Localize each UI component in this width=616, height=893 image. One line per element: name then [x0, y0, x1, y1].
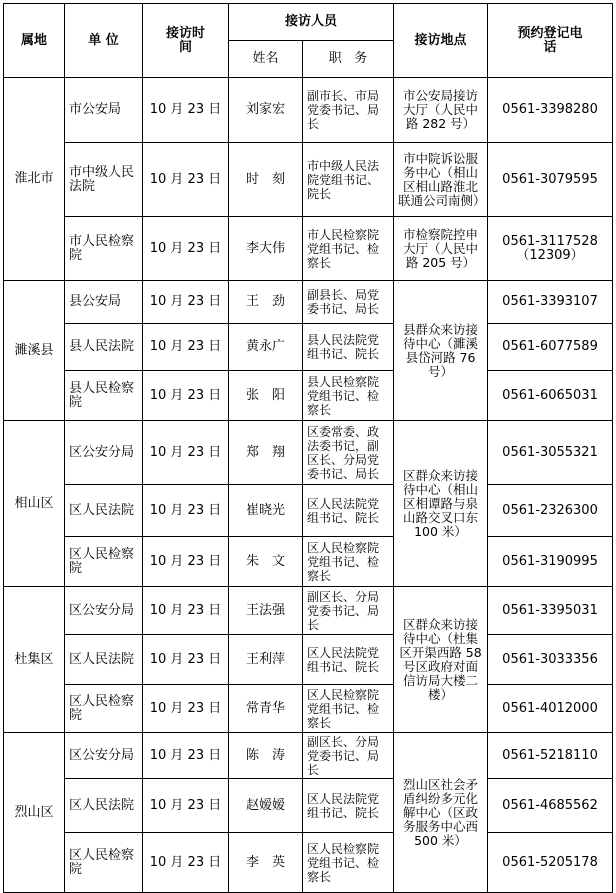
phone-number: 0561-3190995 — [502, 553, 598, 569]
name-cell: 黄永广 — [229, 324, 303, 371]
position-cell: 区人民检察院党组书记、检察长 — [303, 685, 394, 733]
name-cell: 常青华 — [229, 685, 303, 733]
phone-cell — [488, 324, 613, 371]
phone-cell — [488, 281, 613, 324]
phone-cell — [488, 143, 613, 217]
table-row — [4, 371, 613, 421]
table-row — [4, 217, 613, 281]
table-row — [4, 281, 613, 324]
location-cell: 烈山区社会矛盾纠纷多元化解中心（区政务服务中心西 500 米） — [394, 733, 488, 893]
phone-number: 0561-5218110 — [502, 747, 598, 763]
unit-cell: 市人民检察院 — [65, 217, 143, 281]
time-cell: 10 月 23 日 — [143, 217, 229, 281]
unit-cell: 县人民检察院 — [65, 371, 143, 421]
region-cell: 淮北市 — [4, 78, 65, 281]
phone-number: 0561-6065031 — [502, 387, 598, 403]
name-cell: 张 阳 — [229, 371, 303, 421]
position-cell: 县人民检察院党组书记、检察长 — [303, 371, 394, 421]
name-cell: 赵嫒嫒 — [229, 779, 303, 833]
table-row — [4, 833, 613, 893]
phone-number: 0561-5205178 — [502, 854, 598, 870]
time-cell: 10 月 23 日 — [143, 733, 229, 779]
phone-number: 0561-3395031 — [502, 602, 598, 618]
phone-cell — [488, 371, 613, 421]
position-cell: 副区长、分局党委书记、局长 — [303, 587, 394, 635]
phone-cell — [488, 217, 613, 281]
time-cell: 10 月 23 日 — [143, 78, 229, 143]
name-cell: 李 英 — [229, 833, 303, 893]
position-cell: 区人民法院党组书记、院长 — [303, 779, 394, 833]
position-cell: 市中级人民法院党组书记、院长 — [303, 143, 394, 217]
header-time: 接访时间 — [143, 4, 229, 78]
region-cell: 相山区 — [4, 421, 65, 587]
location-cell: 市中院诉讼服务中心（相山区相山路淮北联通公司南侧） — [394, 143, 488, 217]
unit-cell: 区人民检察院 — [65, 833, 143, 893]
location-cell: 区群众来访接待中心（杜集区开渠西路 58 号区政府对面信访局大楼二楼） — [394, 587, 488, 733]
region-cell: 濉溪县 — [4, 281, 65, 421]
name-cell: 刘家宏 — [229, 78, 303, 143]
table-body — [4, 78, 613, 893]
unit-cell: 市公安局 — [65, 78, 143, 143]
time-cell: 10 月 23 日 — [143, 537, 229, 587]
phone-number: 0561-6077589 — [502, 339, 598, 354]
phone-cell — [488, 537, 613, 587]
header-row-top — [4, 4, 613, 41]
position-cell: 县人民法院党组书记、院长 — [303, 324, 394, 371]
position-cell: 区委常委、政法委书记，副区长、分局党委书记、局长 — [303, 421, 394, 485]
header-phone: 预约登记电话 — [488, 4, 613, 78]
unit-cell: 区公安分局 — [65, 733, 143, 779]
table-row — [4, 143, 613, 217]
phone-cell — [488, 779, 613, 833]
name-cell: 时 刻 — [229, 143, 303, 217]
region-cell: 杜集区 — [4, 587, 65, 733]
name-cell: 朱 文 — [229, 537, 303, 587]
unit-cell: 区人民检察院 — [65, 685, 143, 733]
table-row — [4, 685, 613, 733]
time-cell: 10 月 23 日 — [143, 685, 229, 733]
table-row — [4, 635, 613, 685]
table-row — [4, 485, 613, 537]
position-cell: 副市长、市局党委书记、局长 — [303, 78, 394, 143]
time-cell: 10 月 23 日 — [143, 485, 229, 537]
table-row — [4, 779, 613, 833]
phone-cell — [488, 485, 613, 537]
phone-number: 0561-4012000 — [502, 700, 598, 716]
phone-cell — [488, 833, 613, 893]
phone-number: 0561-2326300 — [502, 502, 598, 518]
header-staff: 接访人员 — [229, 4, 394, 41]
phone-cell — [488, 587, 613, 635]
time-cell: 10 月 23 日 — [143, 421, 229, 485]
header-region: 属地 — [4, 4, 65, 78]
phone-cell — [488, 421, 613, 485]
header-position: 职 务 — [303, 41, 394, 78]
header-unit: 单 位 — [65, 4, 143, 78]
phone-cell — [488, 685, 613, 733]
phone-number: 0561-3398280 — [502, 102, 598, 117]
region-cell: 烈山区 — [4, 733, 65, 893]
time-cell: 10 月 23 日 — [143, 635, 229, 685]
name-cell: 李大伟 — [229, 217, 303, 281]
location-cell: 市检察院控申大厅（人民中路 205 号） — [394, 217, 488, 281]
location-cell: 市公安局接访大厅（人民中路 282 号） — [394, 78, 488, 143]
unit-cell: 县人民法院 — [65, 324, 143, 371]
phone-number: 0561-3033356 — [502, 651, 598, 667]
table-row — [4, 587, 613, 635]
position-cell: 副县长、局党委书记、局长 — [303, 281, 394, 324]
time-cell: 10 月 23 日 — [143, 143, 229, 217]
phone-cell — [488, 733, 613, 779]
phone-number: 0561-3117528 — [502, 233, 598, 249]
position-cell: 副区长、分局党委书记、局长 — [303, 733, 394, 779]
phone-number: 0561-3055321 — [502, 444, 598, 460]
header-name: 姓名 — [229, 41, 303, 78]
position-cell: 区人民法院党组书记、院长 — [303, 635, 394, 685]
name-cell: 王利萍 — [229, 635, 303, 685]
position-cell: 市人民检察院党组书记、检察长 — [303, 217, 394, 281]
phone-cell — [488, 635, 613, 685]
header-location: 接访地点 — [394, 4, 488, 78]
position-cell: 区人民检察院党组书记、检察长 — [303, 833, 394, 893]
reception-schedule-table — [3, 3, 613, 893]
phone-number: 0561-3079595 — [502, 171, 598, 187]
table-row — [4, 421, 613, 485]
position-cell: 区人民检察院党组书记、检察长 — [303, 537, 394, 587]
phone-cell — [488, 78, 613, 143]
position-cell: 区人民法院党组书记、院长 — [303, 485, 394, 537]
phone-number: 0561-3393107 — [502, 294, 598, 309]
unit-cell: 区人民法院 — [65, 779, 143, 833]
phone-number: 0561-4685562 — [502, 797, 598, 813]
table-row — [4, 78, 613, 143]
table-row — [4, 733, 613, 779]
name-cell: 王法强 — [229, 587, 303, 635]
phone-number-alt: （12309） — [516, 247, 584, 263]
unit-cell: 区人民检察院 — [65, 537, 143, 587]
location-cell: 县群众来访接待中心（濉溪县岱河路 76 号） — [394, 281, 488, 421]
unit-cell: 区公安分局 — [65, 587, 143, 635]
unit-cell: 县公安局 — [65, 281, 143, 324]
time-cell: 10 月 23 日 — [143, 371, 229, 421]
name-cell: 崔晓光 — [229, 485, 303, 537]
location-cell: 区群众来访接待中心（相山区相谭路与泉山路交叉口东 100 米） — [394, 421, 488, 587]
time-cell: 10 月 23 日 — [143, 833, 229, 893]
name-cell: 陈 涛 — [229, 733, 303, 779]
time-cell: 10 月 23 日 — [143, 281, 229, 324]
name-cell: 郑 翔 — [229, 421, 303, 485]
unit-cell: 区公安分局 — [65, 421, 143, 485]
time-cell: 10 月 23 日 — [143, 324, 229, 371]
unit-cell: 区人民法院 — [65, 485, 143, 537]
table-row — [4, 537, 613, 587]
name-cell: 王 劲 — [229, 281, 303, 324]
table-row — [4, 324, 613, 371]
unit-cell: 区人民法院 — [65, 635, 143, 685]
time-cell: 10 月 23 日 — [143, 779, 229, 833]
unit-cell: 市中级人民法院 — [65, 143, 143, 217]
time-cell: 10 月 23 日 — [143, 587, 229, 635]
